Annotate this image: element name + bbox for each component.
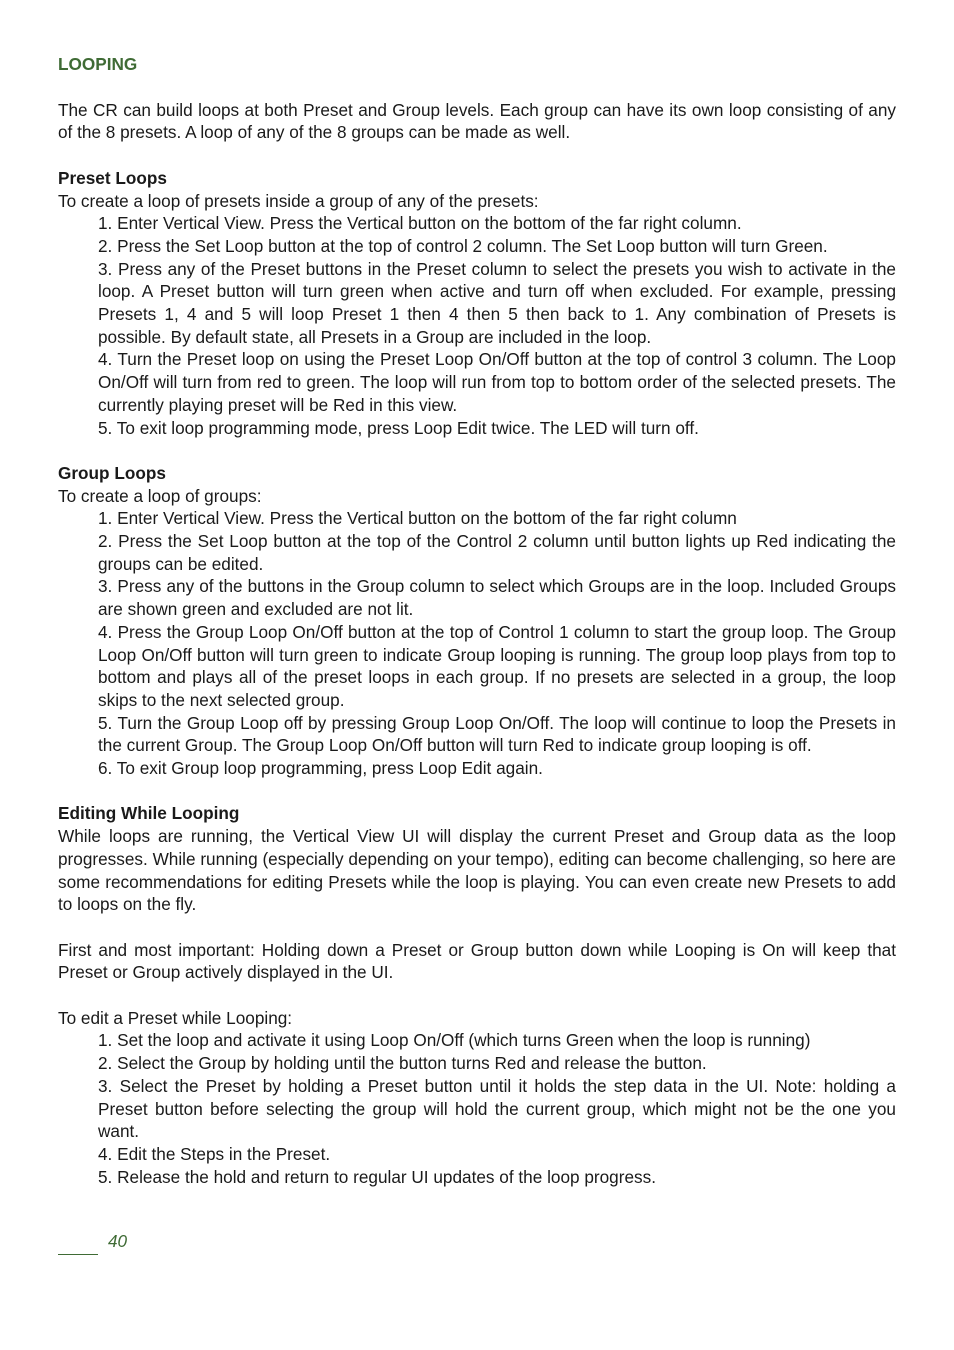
preset-loops-heading: Preset Loops — [58, 167, 167, 188]
list-item: 1. Enter Vertical View. Press the Vertical button on the bottom of the far right column — [98, 508, 737, 529]
list-item: 3. Press any of the buttons in the Group column to select which Groups are in the loop. Included Groups are shown green and excluded are not lit. — [98, 576, 896, 620]
spacer — [58, 780, 896, 803]
list-item: 2. Press the Set Loop button at the top of control 2 column. The Set Loop button will turn Green. — [98, 235, 828, 256]
group-loops-heading: Group Loops — [58, 462, 166, 483]
list-item: 3. Press any of the Preset buttons in the Preset column to select the presets you wish to activate in the loop. A Preset button will turn green when active and turn off when excluded. For example, pressing Presets 1, 4 and 5 will loop Preset 1 then 4 then 5 then back to 1. Any combination of Presets is possible. By default state, all Presets in a Group are included in the loop. — [98, 258, 896, 347]
group-loops-lead: To create a loop of groups: — [58, 485, 262, 506]
list-item: 6. To exit Group loop programming, press Loop Edit again. — [98, 758, 543, 779]
editing-lead: To edit a Preset while Looping: — [58, 1007, 293, 1028]
preset-loops-lead: To create a loop of presets inside a group of any of the presets: — [58, 190, 539, 211]
list-item: 4. Turn the Preset loop on using the Preset Loop On/Off button at the top of control 3 column. The Loop On/Off will turn from red to green. The loop will run from top to bottom order of the selected presets. The currently playing preset will be Red in this view. — [98, 349, 896, 415]
spacer — [58, 144, 896, 167]
page-content — [58, 53, 896, 1188]
list-item: 5. To exit loop programming mode, press Loop Edit twice. The LED will turn off. — [98, 417, 699, 438]
editing-paragraph-1: While loops are running, the Vertical View UI will display the current Preset and Group data as the loop progresses. While running (especially depending on your tempo), editing can become challenging, so here are some recommendations for editing Presets while the loop is playing. You can even create new Presets to add to loops on the fly. — [58, 826, 896, 915]
spacer — [58, 439, 896, 462]
list-item: 1. Set the loop and activate it using Loop On/Off (which turns Green when the loop is running) — [98, 1030, 811, 1051]
spacer — [58, 984, 896, 1007]
section-title: LOOPING — [58, 54, 138, 74]
list-item: 2. Press the Set Loop button at the top of the Control 2 column until button lights up Red indicating the groups can be edited. — [98, 531, 896, 574]
footer-rule — [58, 1254, 98, 1255]
group-loops-steps — [58, 507, 896, 779]
list-item: 3. Select the Preset by holding a Preset button until it holds the step data in the UI. Note: holding a Preset button before selecting the group will hold the current group, which might not be the one you want. — [98, 1075, 896, 1142]
page-number: 40 — [108, 1231, 128, 1251]
list-item: 5. Turn the Group Loop off by pressing Group Loop On/Off. The loop will continue to loop the Presets in the current Group. The Group Loop On/Off button will turn Red to indicate group looping is off. — [98, 712, 896, 756]
list-item: 4. Press the Group Loop On/Off button at the top of Control 1 column to start the group loop. The Group Loop On/Off button will turn green to indicate Group looping is running. The group loop plays from top to bottom and plays all of the preset loops in each group. If no presets are selected in a group, the loop skips to the next selected group. — [98, 621, 896, 710]
page-footer — [58, 1229, 178, 1257]
intro-paragraph: The CR can build loops at both Preset and Group levels. Each group can have its own loop consisting of any of the 8 presets. A loop of any of the 8 groups can be made as well. — [58, 99, 896, 143]
spacer — [58, 916, 896, 939]
list-item: 1. Enter Vertical View. Press the Vertical button on the bottom of the far right column. — [98, 213, 742, 234]
list-item: 5. Release the hold and return to regular UI updates of the loop progress. — [98, 1166, 656, 1187]
editing-paragraph-2: First and most important: Holding down a Preset or Group button down while Looping is On will keep that Preset or Group actively displayed in the UI. — [58, 939, 896, 983]
preset-loops-steps — [58, 212, 896, 439]
editing-heading: Editing While Looping — [58, 803, 240, 824]
editing-steps — [58, 1029, 896, 1188]
list-item: 2. Select the Group by holding until the button turns Red and release the button. — [98, 1053, 707, 1074]
list-item: 4. Edit the Steps in the Preset. — [98, 1143, 331, 1164]
